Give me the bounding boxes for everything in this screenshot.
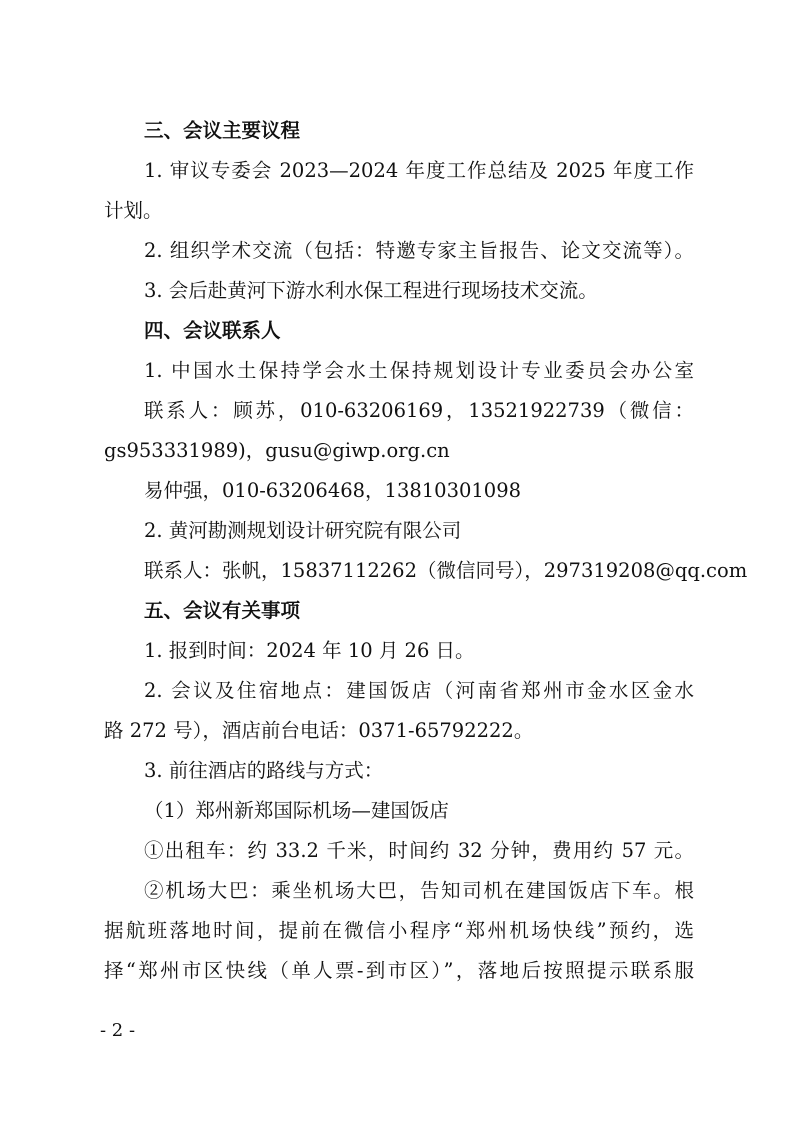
route-heading: （1）郑州新郑国际机场—建国饭店 [144,799,449,822]
matters-item-1: 1. 报到时间：2024 年 10 月 26 日。 [144,639,475,662]
page-number: - 2 - [100,1020,136,1041]
section-heading-matters: 五、会议有关事项 [144,599,301,622]
route-bus: ②机场大巴：乘坐机场大巴，告知司机在建国饭店下车。根 [144,879,694,902]
agenda-item-1: 1. 审议专委会 2023—2024 年度工作总结及 2025 年度工作 [144,159,694,182]
matters-item-3: 3. 前往酒店的路线与方式： [144,759,384,782]
contact-person-2: 易仲强，010-63206468，13810301098 [144,479,522,502]
contact-org-1: 1. 中国水土保持学会水土保持规划设计专业委员会办公室 [144,359,694,382]
contact-person-1: 联系人：顾苏，010-63206169，13521922739（微信： [144,399,694,422]
agenda-item-1-cont: 计划。 [104,199,163,222]
matters-item-2: 2. 会议及住宿地点：建国饭店（河南省郑州市金水区金水 [144,679,694,702]
agenda-item-2: 2. 组织学术交流（包括：特邀专家主旨报告、论文交流等）。 [144,239,694,262]
contact-person-1-cont: gs953331989)，gusu@giwp.org.cn [104,439,450,462]
agenda-item-3: 3. 会后赴黄河下游水利水保工程进行现场技术交流。 [144,279,598,302]
matters-item-2-cont: 路 272 号），酒店前台电话：0371-65792222。 [104,719,534,742]
route-bus-cont-1: 据航班落地时间，提前在微信小程序“郑州机场快线”预约，选 [104,919,694,942]
contact-person-3: 联系人：张帆，15837112262（微信同号），297319208@qq.com [144,559,748,582]
section-heading-agenda: 三、会议主要议程 [144,119,301,142]
route-bus-cont-2: 择“郑州市区快线（单人票-到市区）”，落地后按照提示联系服 [104,959,694,982]
section-heading-contacts: 四、会议联系人 [144,319,281,342]
route-taxi: ①出租车：约 33.2 千米，时间约 32 分钟，费用约 57 元。 [144,839,694,862]
contact-org-2: 2. 黄河勘测规划设计研究院有限公司 [144,519,462,542]
